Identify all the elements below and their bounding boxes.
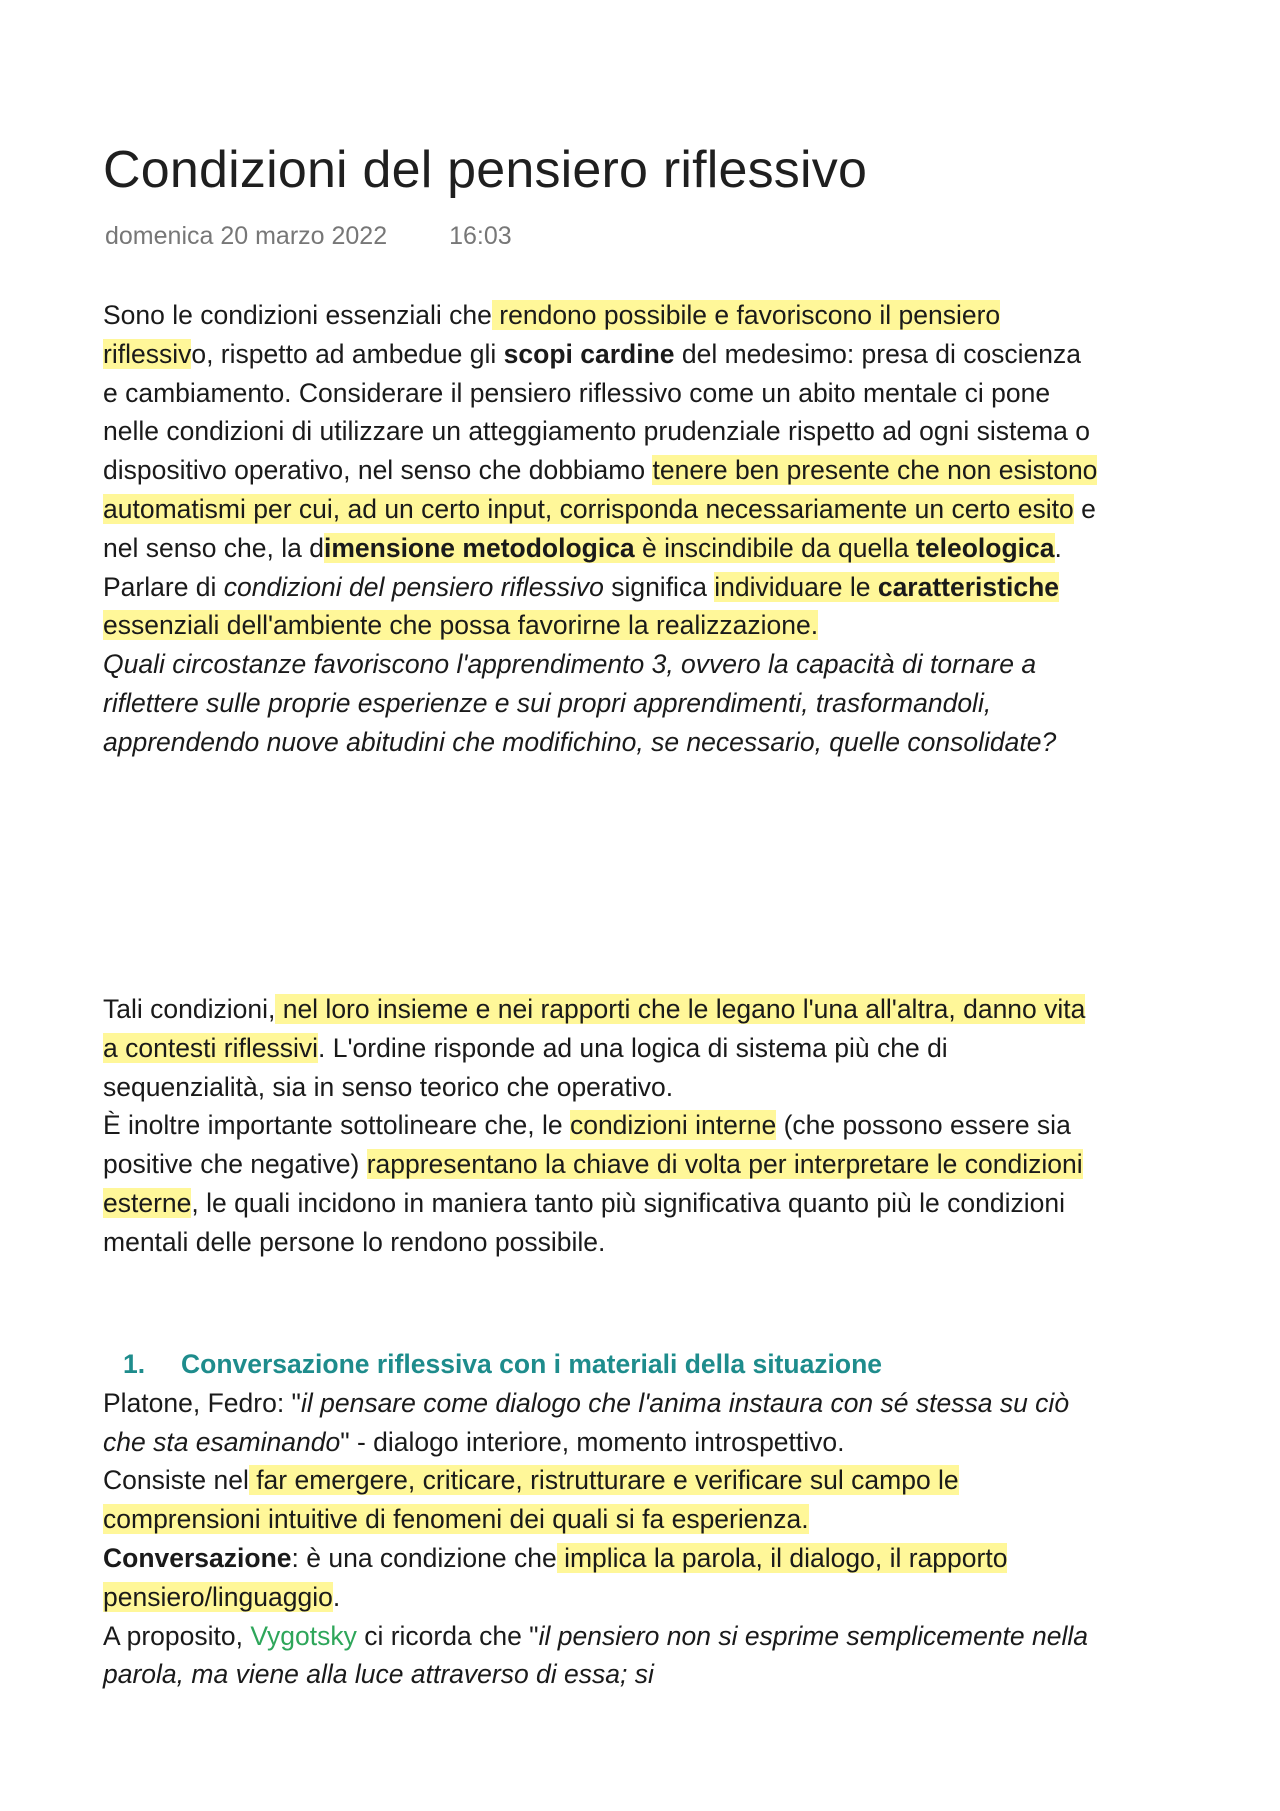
text-run: È inoltre importante sottolineare che, le (103, 1110, 570, 1141)
text-run: Parlare di (103, 571, 224, 602)
note-metadata (105, 222, 512, 251)
highlighted-bold-text: teleologica (916, 532, 1055, 563)
text-run: o, rispetto ad ambedue gli (191, 338, 504, 369)
paragraph-7 (103, 1539, 1103, 1617)
body-block-1 (103, 296, 1103, 762)
note-time: 16:03 (449, 222, 512, 250)
body-block-2 (103, 990, 1103, 1262)
italic-text: condizioni del pensiero riflessivo (223, 571, 604, 602)
highlighted-text: individuare le (714, 571, 878, 602)
section-heading-text: Conversazione riflessiva con i materiali della situazione (181, 1349, 883, 1379)
text-run: del medesimo: presa di coscienza e cambiamento. Considerare il pensiero riflessivo come un abito mentale ci pone nelle condizioni di utilizzare un atteggiamento prudenziale rispetto ad ogni sistema o dispositivo operativo, nel senso che dobbiamo (103, 338, 1090, 486)
note-date: domenica 20 marzo 2022 (105, 222, 388, 250)
text-run: A proposito, (103, 1620, 251, 1651)
paragraph-question (103, 645, 1103, 761)
text-run: significa (603, 571, 715, 602)
text-run: Tali condizioni, (103, 994, 276, 1024)
section-number: 1. (123, 1349, 146, 1379)
highlighted-text: condizioni interne (569, 1110, 777, 1141)
text-run: e nel senso che, la d (103, 493, 1096, 563)
text-run: Consiste nel (103, 1465, 249, 1496)
highlighted-text: è inscindibile da quella (634, 532, 917, 563)
text-run: . L'ordine risponde ad una logica di sistema più che di sequenzialità, sia in senso teorico che operativo. (103, 1032, 948, 1102)
bold-text: scopi cardine (503, 338, 675, 369)
paragraph-2 (103, 568, 1103, 646)
text-run: Sono le condizioni essenziali che (103, 300, 492, 330)
text-run: . (1054, 532, 1062, 563)
highlighted-text: essenziali dell'ambiente che possa favorirne la realizzazione. (103, 610, 819, 641)
paragraph-5 (103, 1384, 1103, 1462)
paragraph-6 (103, 1461, 1103, 1539)
text-run: ci ricorda che " (356, 1620, 539, 1651)
text-run: , le quali incidono in maniera tanto più significativa quanto più le condizioni mentali delle persone lo rendono possibile. (103, 1187, 1065, 1257)
paragraph-4 (103, 1106, 1103, 1261)
vygotsky-link[interactable]: Vygotsky (250, 1620, 357, 1651)
section-1 (103, 1345, 1103, 1694)
highlighted-text: rendono possibile e favoriscono il pensiero riflessiv (103, 300, 1001, 369)
highlighted-bold-text: imensione metodologica (323, 532, 635, 563)
text-run: . (332, 1581, 341, 1612)
text-run: (che possono essere sia positive che negative) (103, 1110, 1071, 1180)
highlighted-text: nel loro insieme e nei rapporti che le legano l'una all'altra, danno vita a contesti riflessivi (103, 994, 1086, 1063)
paragraph-8 (103, 1617, 1103, 1695)
bold-text: Conversazione (103, 1542, 292, 1573)
section-heading (103, 1345, 1103, 1384)
page-title: Condizioni del pensiero riflessivo (103, 141, 868, 199)
highlighted-text: far emergere, criticare, ristrutturare e verificare sul campo le comprensioni intuitive di fenomeni dei quali si fa esperienza. (103, 1465, 959, 1535)
text-run: " - dialogo interiore, momento introspettivo. (340, 1426, 845, 1457)
italic-question: Quali circostanze favoriscono l'apprendimento 3, ovvero la capacità di tornare a riflettere sulle proprie esperienze e sui propri apprendimenti, trasformandoli, apprendendo nuove abitudini che modifichino, se necessario, quelle consolidate? (103, 649, 1057, 757)
text-run: : è una condizione che (291, 1542, 557, 1573)
highlighted-bold-text: caratteristiche (877, 571, 1060, 602)
highlighted-text: implica la parola, il dialogo, il rapporto pensiero/linguaggio (103, 1542, 1008, 1612)
highlighted-text: rappresentano la chiave di volta per interpretare le condizioni esterne (103, 1149, 1083, 1218)
text-run: Platone, Fedro: " (103, 1387, 301, 1418)
paragraph-3 (103, 990, 1103, 1106)
paragraph-1 (103, 296, 1103, 568)
italic-text: il pensare come dialogo che l'anima instaura con sé stessa su ciò che sta esaminando (103, 1387, 1070, 1457)
highlighted-text: tenere ben presente che non esistono automatismi per cui, ad un certo input, corrisponda necessariamente un certo esito (103, 455, 1098, 524)
italic-text: il pensiero non si esprime semplicemente nella parola, ma viene alla luce attraverso di essa; si (103, 1620, 1089, 1690)
